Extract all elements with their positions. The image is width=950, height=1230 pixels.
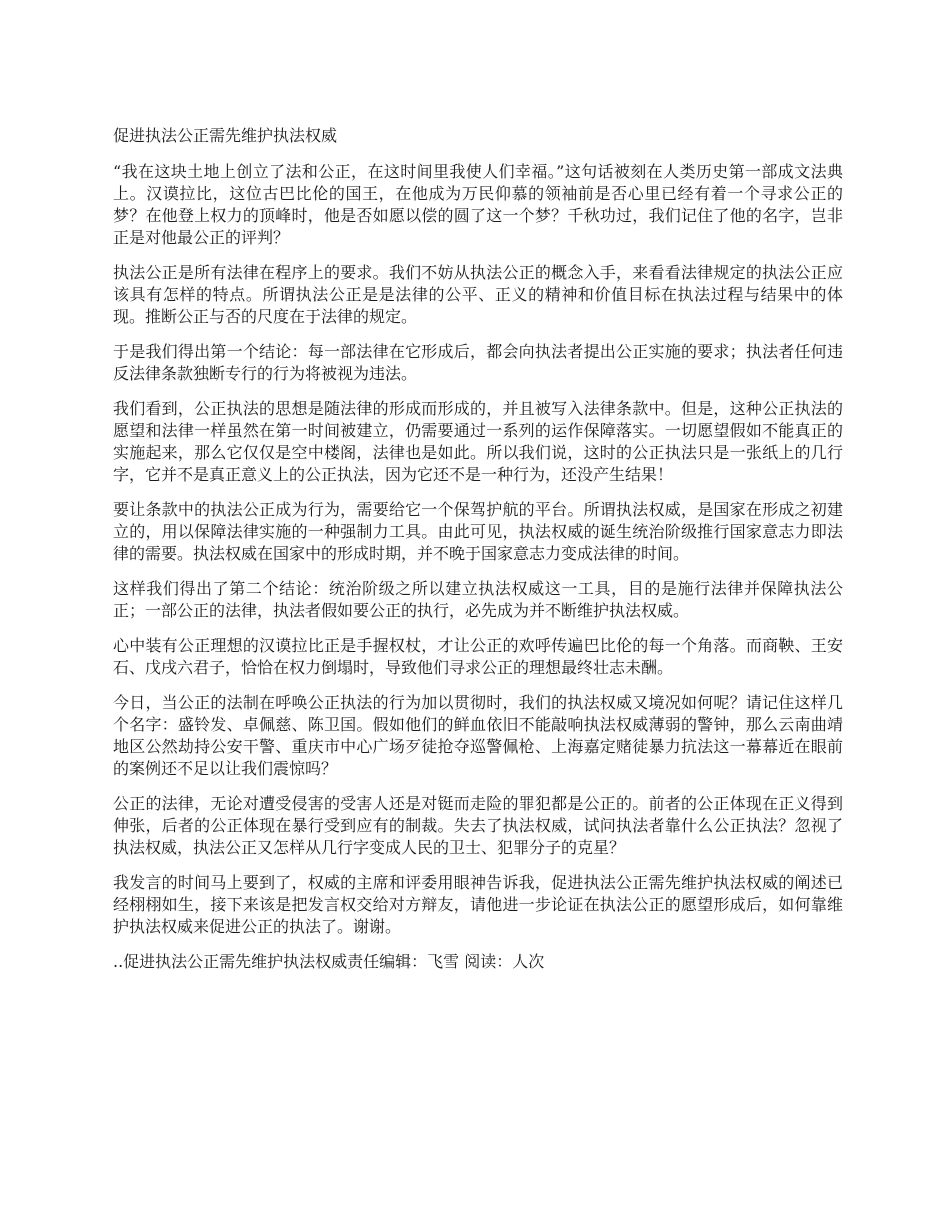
paragraph-7: 心中装有公正理想的汉谟拉比正是手握权杖，才让公正的欢呼传遍巴比伦的每一个角落。而商鞅、王安石、戊戌六君子，恰恰在权力倒塌时，导致他们寻求公正的理想最终壮志未酬。 [113, 636, 843, 677]
document-title: 促进执法公正需先维护执法权威 [113, 126, 338, 145]
paragraph-5: 要让条款中的执法公正成为行为，需要给它一个保驾护航的平台。所谓执法权威，是国家在形成之初建立的，用以保障法律实施的一种强制力工具。由此可见，执法权威的诞生统治阶级推行国家意志力即法律的需要。执法权威在国家中的形成时期，并不晚于国家意志力变成法律的时间。 [113, 500, 843, 563]
paragraph-6: 这样我们得出了第二个结论：统治阶级之所以建立执法权威这一工具，目的是施行法律并保障执法公正；一部公正的法律，执法者假如要公正的执行，必先成为并不断维护执法权威。 [113, 579, 843, 620]
paragraph-8: 今日，当公正的法制在呼唤公正执法的行为加以贯彻时，我们的执法权威又境况如何呢？请记住这样几个名字：盛铃发、卓佩慈、陈卫国。假如他们的鲜血依旧不能敲响执法权威薄弱的警钟，那么云南曲靖地区公然劫持公安干警、重庆市中心广场歹徒抢夺巡警佩枪、上海嘉定赌徒暴力抗法这一幕幕近在眼前的案例还不足以让我们震惊吗？ [113, 693, 843, 778]
paragraph-10: 我发言的时间马上要到了，权威的主席和评委用眼神告诉我，促进执法公正需先维护执法权威的阐述已经栩栩如生，接下来该是把发言权交给对方辩友，请他进一步论证在执法公正的愿望形成后，如何靠维护执法权威来促进公正的执法了。谢谢。 [113, 873, 843, 936]
paragraph-4: 我们看到，公正执法的思想是随法律的形成而形成的，并且被写入法律条款中。但是，这种公正执法的愿望和法律一样虽然在第一时间被建立，仍需要通过一系列的运作保障落实。一切愿望假如不能真正的实施起来，那么它仅仅是空中楼阁，法律也是如此。所以我们说，这时的公正执法只是一张纸上的几行字，它并不是真正意义上的公正执法，因为它还不是一种行为，还没产生结果！ [113, 399, 843, 484]
paragraph-1: “我在这块土地上创立了法和公正，在这时间里我使人们幸福。”这句话被刻在人类历史第一部成文法典上。汉谟拉比，这位古巴比伦的国王，在他成为万民仰慕的领袖前是否心里已经有着一个寻求公正的梦？在他登上权力的顶峰时，他是否如愿以偿的圆了这一个梦？千秋功过，我们记住了他的名字，岂非正是对他最公正的评判？ [113, 162, 843, 247]
paragraph-2: 执法公正是所有法律在程序上的要求。我们不妨从执法公正的概念入手，来看看法律规定的执法公正应该具有怎样的特点。所谓执法公正是是法律的公平、正义的精神和价值目标在执法过程与结果中的体现。推断公正与否的尺度在于法律的规定。 [113, 263, 843, 326]
editor-footer: ..促进执法公正需先维护执法权威责任编辑：飞雪 阅读：人次 [113, 952, 545, 971]
document-page [113, 124, 843, 973]
paragraph-3: 于是我们得出第一个结论：每一部法律在它形成后，都会向执法者提出公正实施的要求；执法者任何违反法律条款独断专行的行为将被视为违法。 [113, 342, 843, 383]
paragraph-9: 公正的法律，无论对遭受侵害的受害人还是对铤而走险的罪犯都是公正的。前者的公正体现在正义得到伸张，后者的公正体现在暴行受到应有的制裁。失去了执法权威，试问执法者靠什么公正执法？忽视了执法权威，执法公正又怎样从几行字变成人民的卫士、犯罪分子的克星？ [113, 794, 843, 857]
